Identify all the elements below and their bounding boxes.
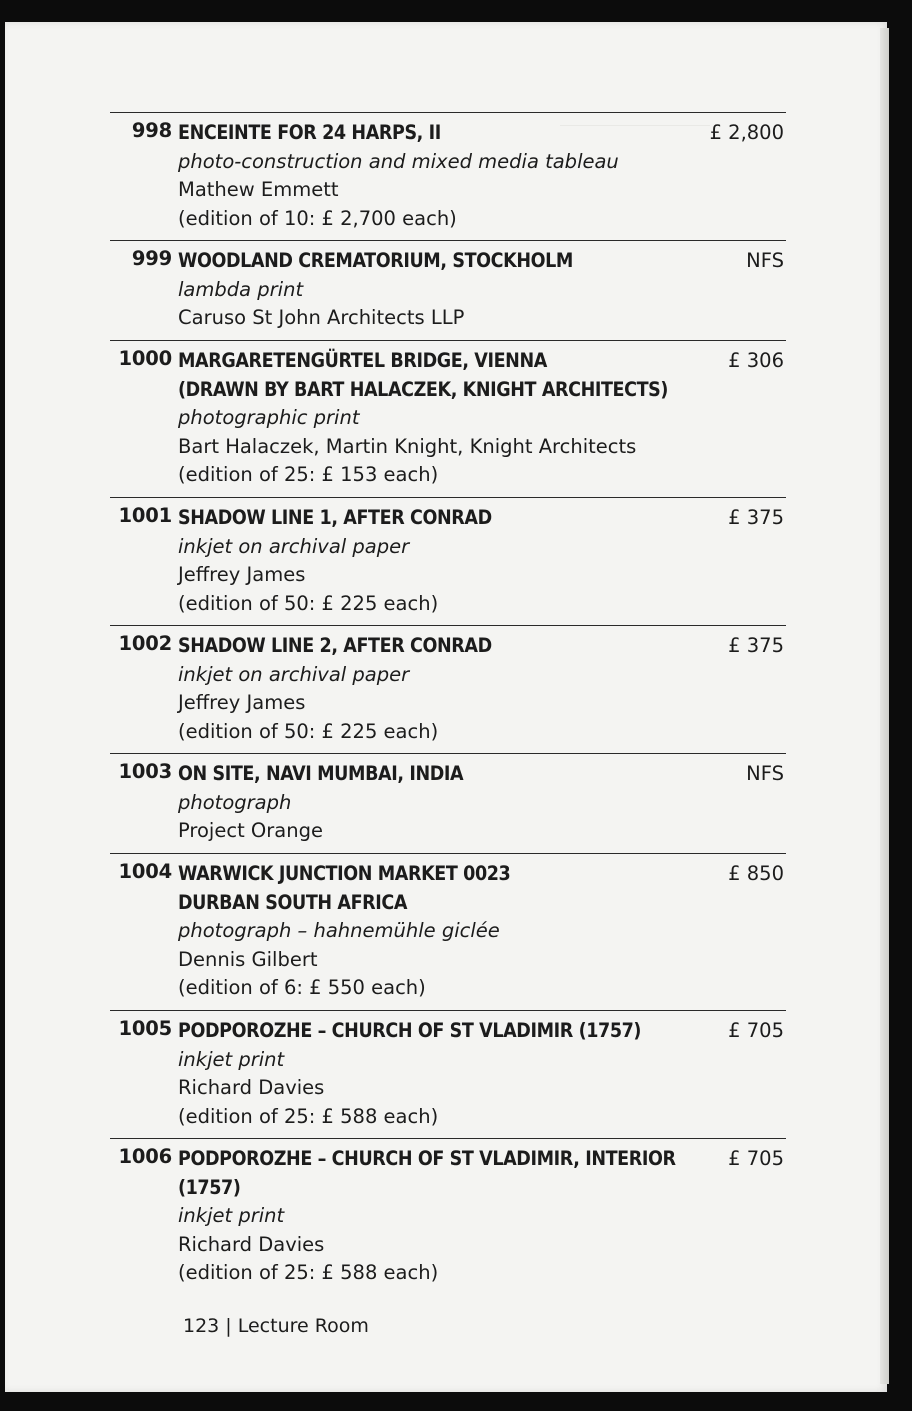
catalogue-entry-1006: [110, 1138, 786, 1285]
entry-body: [178, 504, 698, 618]
entry-author: Caruso St John Architects LLP: [178, 306, 465, 330]
entry-title-line-2: (1757): [178, 1175, 241, 1199]
catalogue-entry-998: [110, 112, 786, 230]
entry-author: Project Orange: [178, 819, 323, 843]
entry-body: [178, 632, 698, 746]
entry-price: NFS: [746, 762, 784, 785]
entry-medium: photo-construction and mixed media tableau: [178, 149, 619, 173]
entry-medium: photograph: [178, 790, 292, 814]
entry-author: Jeffrey James: [178, 563, 306, 587]
entry-medium: lambda print: [178, 277, 304, 301]
entry-author: Richard Davies: [178, 1076, 325, 1100]
entry-body: [178, 247, 698, 333]
entry-body: [178, 860, 698, 1003]
entry-edition: (edition of 25: £ 588 each): [178, 1104, 439, 1128]
entry-title: SHADOW LINE 1, AFTER CONRAD: [178, 506, 492, 529]
page-footer: 123 | Lecture Room: [183, 1315, 369, 1337]
entry-number: 1000: [118, 347, 172, 370]
entry-edition: (edition of 25: £ 588 each): [178, 1261, 439, 1285]
catalogue-entry-1001: [110, 497, 786, 615]
entry-price: £ 2,800: [709, 121, 784, 144]
entry-title: WOODLAND CREMATORIUM, STOCKHOLM: [178, 249, 573, 272]
entry-medium: inkjet print: [178, 1204, 285, 1228]
entry-price: £ 375: [728, 506, 784, 529]
entry-body: [178, 760, 698, 846]
entry-title: PODPOROZHE – CHURCH OF ST VLADIMIR (1757): [178, 1019, 642, 1042]
entry-price: £ 375: [728, 634, 784, 657]
entry-number: 1001: [118, 504, 172, 527]
entry-number: 1003: [118, 760, 172, 783]
entry-medium: inkjet on archival paper: [178, 662, 410, 686]
entry-author: Mathew Emmett: [178, 178, 339, 202]
entry-edition: (edition of 50: £ 225 each): [178, 591, 439, 615]
entry-edition: (edition of 25: £ 153 each): [178, 463, 439, 487]
entry-edition: (edition of 50: £ 225 each): [178, 719, 439, 743]
entry-price: £ 705: [728, 1019, 784, 1042]
entry-number: 998: [131, 119, 172, 142]
entry-edition: (edition of 10: £ 2,700 each): [178, 206, 457, 230]
entry-author: Bart Halaczek, Martin Knight, Knight Architects: [178, 434, 637, 458]
entry-number: 999: [131, 247, 172, 270]
entry-edition: (edition of 6: £ 550 each): [178, 976, 426, 1000]
entry-author: Dennis Gilbert: [178, 947, 318, 971]
entry-medium: inkjet on archival paper: [178, 534, 410, 558]
entry-title-line-2: (DRAWN BY BART HALACZEK, KNIGHT ARCHITECTS): [178, 377, 669, 401]
entry-title: ON SITE, NAVI MUMBAI, INDIA: [178, 762, 464, 785]
entry-body: [178, 119, 698, 233]
catalogue-entry-1005: [110, 1010, 786, 1128]
entry-title: WARWICK JUNCTION MARKET 0023: [178, 862, 511, 885]
entry-body: [178, 1145, 698, 1288]
entry-title: PODPOROZHE – CHURCH OF ST VLADIMIR, INTERIOR: [178, 1147, 676, 1170]
catalogue-entry-1004: [110, 853, 786, 1000]
entry-number: 1002: [118, 632, 172, 655]
entry-body: [178, 1017, 698, 1131]
entry-title: MARGARETENGÜRTEL BRIDGE, VIENNA: [178, 349, 547, 372]
page-edge: [880, 28, 889, 1384]
entry-medium: photographic print: [178, 406, 360, 430]
entry-medium: photograph – hahnemühle giclée: [178, 919, 500, 943]
entry-number: 1005: [118, 1017, 172, 1040]
catalogue-entry-1002: [110, 625, 786, 743]
entry-title: ENCEINTE FOR 24 HARPS, II: [178, 121, 441, 144]
entry-author: Jeffrey James: [178, 691, 306, 715]
entry-title-line-2: DURBAN SOUTH AFRICA: [178, 890, 408, 914]
entry-price: £ 306: [728, 349, 784, 372]
entry-body: [178, 347, 698, 490]
entry-title: SHADOW LINE 2, AFTER CONRAD: [178, 634, 492, 657]
catalogue-entry-1000: [110, 340, 786, 487]
entry-number: 1006: [118, 1145, 172, 1168]
entry-price: NFS: [746, 249, 784, 272]
entry-price: £ 705: [728, 1147, 784, 1170]
catalogue-entry-1003: [110, 753, 786, 843]
entry-author: Richard Davies: [178, 1232, 325, 1256]
entry-number: 1004: [118, 860, 172, 883]
entry-medium: inkjet print: [178, 1047, 285, 1071]
entry-price: £ 850: [728, 862, 784, 885]
catalogue-entry-999: [110, 240, 786, 330]
